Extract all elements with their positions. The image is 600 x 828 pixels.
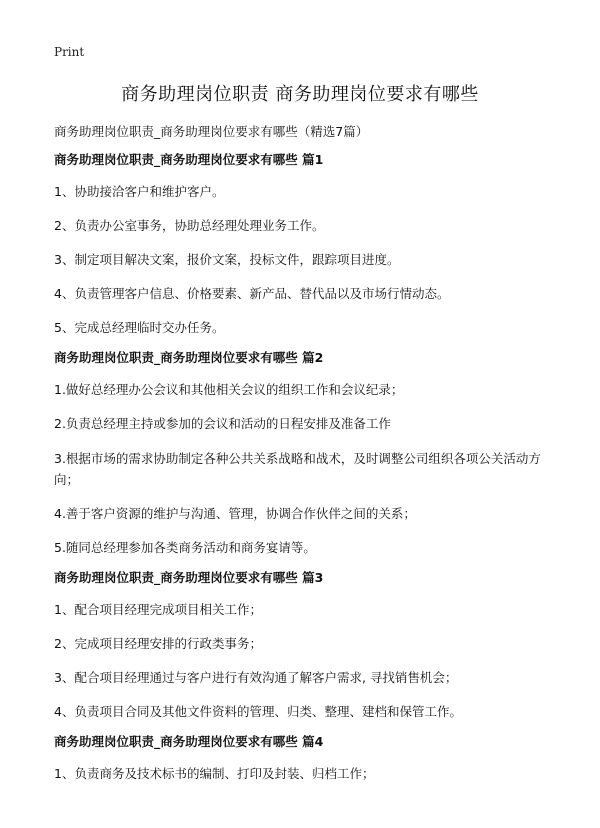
section-heading: 商务助理岗位职责_商务助理岗位要求有哪些 篇2 bbox=[54, 350, 324, 365]
list-item: 5、完成总经理临时交办任务。 bbox=[54, 320, 225, 335]
section-heading: 商务助理岗位职责_商务助理岗位要求有哪些 篇3 bbox=[54, 570, 324, 585]
section-heading: 商务助理岗位职责_商务助理岗位要求有哪些 篇4 bbox=[54, 734, 324, 749]
list-item: 3.根据市场的需求协助制定各种公共关系战略和战术，及时调整公司组织各项公关活动方向； bbox=[54, 451, 541, 487]
section-3 bbox=[54, 568, 554, 722]
list-item: 1、负责商务及技术标书的编制、打印及封装、归档工作； bbox=[54, 766, 375, 781]
print-label: Print bbox=[54, 45, 85, 59]
list-item: 3、配合项目经理通过与客户进行有效沟通了解客户需求, 寻找销售机会； bbox=[54, 670, 458, 685]
document-body bbox=[54, 150, 554, 798]
list-item: 2.负责总经理主持或参加的会议和活动的日程安排及准备工作 bbox=[54, 416, 391, 431]
document-subtitle: 商务助理岗位职责_商务助理岗位要求有哪些（精选7篇） bbox=[54, 124, 369, 139]
list-item: 5.随同总经理参加各类商务活动和商务宴请等。 bbox=[54, 540, 316, 555]
list-item: 2、负责办公室事务，协助总经理处理业务工作。 bbox=[54, 218, 325, 233]
section-1 bbox=[54, 150, 554, 338]
list-item: 1、协助接洽客户和维护客户。 bbox=[54, 184, 225, 199]
list-item: 4、负责管理客户信息、价格要素、新产品、替代品以及市场行情动态。 bbox=[54, 286, 450, 301]
document-title: 商务助理岗位职责 商务助理岗位要求有哪些 bbox=[121, 84, 479, 105]
list-item: 2、完成项目经理安排的行政类事务； bbox=[54, 636, 262, 651]
section-4 bbox=[54, 732, 554, 784]
list-item: 4.善于客户资源的维护与沟通、管理，协调合作伙伴之间的关系； bbox=[54, 506, 416, 521]
list-item: 1.做好总经理办公会议和其他相关会议的组织工作和会议纪录； bbox=[54, 382, 404, 397]
list-item: 4、负责项目合同及其他文件资料的管理、归类、整理、建档和保管工作。 bbox=[54, 704, 462, 719]
section-heading: 商务助理岗位职责_商务助理岗位要求有哪些 篇1 bbox=[54, 152, 324, 167]
list-item: 3、制定项目解决文案，报价文案，投标文件，跟踪项目进度。 bbox=[54, 252, 400, 267]
list-item: 1、配合项目经理完成项目相关工作； bbox=[54, 602, 262, 617]
section-2 bbox=[54, 348, 554, 558]
